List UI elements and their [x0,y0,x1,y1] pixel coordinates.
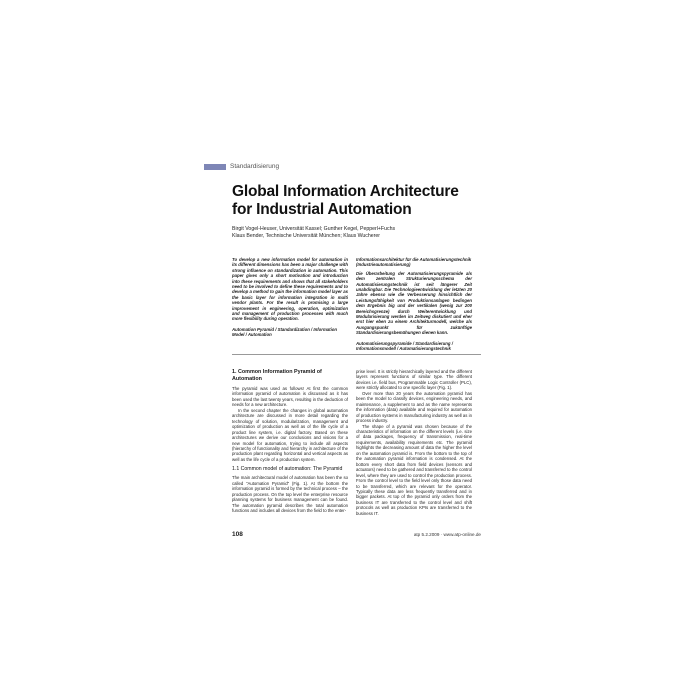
body-paragraph: prise level. It is strictly hierarchically layered and the different layers represent functions of similar type. The different devices i.e. field bus, Programmable Logic Controller (PLC), were strictly allocated to one specific layer (Fig. 1). [356,369,472,391]
section-label: Standardisierung [230,163,280,170]
article-title [232,183,472,219]
journal-reference: atp 5.2.2009 · www.atp-online.de [413,532,481,537]
section-heading: 1. Common Information Pyramid of Automation [232,369,322,382]
author-line-1: Birgit Vogel-Heuser, Universität Kassel; Gunther Kegel, Pepperl+Fuchs [232,226,396,232]
subsection-heading: 1.1 Common model of automation: The Pyramid [232,466,343,473]
body-paragraph: The main architectural model of automation has been the so called "Automation Pyramid" (Fig. 1). At the bottom the information pyramid is formed by the technical process – the production process. On the top level the enterprise resource planning systems for business management can be found. The automation pyramid describes the total automation functions and includes all devices from the field to the enter- [232,475,348,514]
german-abstract-text: Die Überarbeitung der Automatisierungspyramide als dem zentralen Strukturierungsschema der Automatisierungstechnik ist seit längerer Zeit unabdingbar. Die Technologieentwicklung der letzten 20 Jahre ebenso wie die Verbesserung hinsichtlich der Leistungsfähigkeit von Produktionsanlagen bedingen dem Ergebnis big und der vertikalen (wenig zur 200 Bereichsgrenze) durch Weiterentwicklung und Modularisierung werden im Zeitweg diskutiert und eher erst hier eben zu einem Architekturmodell, welche als Ausgangspunkt für zukünftige Standardisierungsbemühungen dienen kann. [356,270,472,336]
article-title-line-2: for Industrial Automation [232,201,412,218]
body-column-right [356,369,472,516]
english-keywords: Automation Pyramid / Standardization / Information Model / Automation [232,326,338,338]
english-abstract-text: To develop a new information model for automation in its different dimensions has been a major challenge with strong influence on standardization in automation. This paper gives only a short motivation and introduction into these requirements and shows that all stakeholders need to be involved to define these requirements and to develop a method to gain the information model layer as the basic layer for information integration in multi vendor plants. For the result is promising a large improvement in engineering, operation, optimization and management of production processes with much more flexibility during operation. [232,257,348,322]
body-paragraph: The pyramid was used as follows! At first the common information pyramid of automation is discussed as it has been used the last twenty years, resulting in the deduction of needs for a new architecture. [232,386,348,408]
page-footer [232,531,481,538]
author-line-2: Klaus Bender, Technische Universität München; Klaus Wucherer [232,232,381,239]
body-paragraph: The shape of a pyramid was chosen because of the characteristics of information on the different levels (i.e. size of data packages, frequency of transmission, real-time requirements, availability requirements etc. The pyramid highlights the decreasing amount of data the higher the level on the automation pyramid is. From the bottom to the top of the automation pyramid information is condensed. At the bottom every short data from field devices (sensors and actuators) need to be gathered and transferred to the control level, where they are used to control the production process. From the control level to the field level only those data need to be transferred, which are relevant for the operator. Typically these data are less frequently transferred and in bigger packets. At top of the pyramid only orders from the business IT are transferred to the control level and shift protocols as well as production KPIs are transferred to the business IT. [356,423,472,516]
english-abstract [232,257,348,338]
page-number: 108 [232,531,243,538]
section-accent-bar [204,164,226,170]
body-paragraph: In the second chapter the changes in global automation architecture are discussed in more detail regarding the technology of solution, modularization, management and optimization of production as well as of the life cycle of a product line system, i.e. digital factory. Based on these architectures we derive our conclusions and visions for a new model for automation, trying to include all aspects (hierarchy of functionality and hierarchy in architecture of the production plant regarding horizontal and vertical aspects as well as the life cycle of a production system. [232,407,348,462]
author-list [232,226,482,239]
german-abstract [356,257,472,352]
body-paragraph: Over more than 20 years the automation pyramid has been the model to classify devices, engineering needs, and maintenance, a supplement to and as the name represents the information (data) available and required for automation of production systems in manufacturing industry as well as in process industry. [356,390,472,424]
german-keywords: Automatisierungspyramide / Standardisierung / Informationsmodell / Automatisierungstechnik [356,340,453,352]
german-abstract-title: Informationsarchitektur für die Automatisierungstechnik (Industrieautomatisierung) [356,257,472,268]
section-header [204,164,279,171]
body-column-left [232,369,348,514]
abstract-divider [232,354,481,355]
article-title-line-1: Global Information Architecture [232,183,459,200]
